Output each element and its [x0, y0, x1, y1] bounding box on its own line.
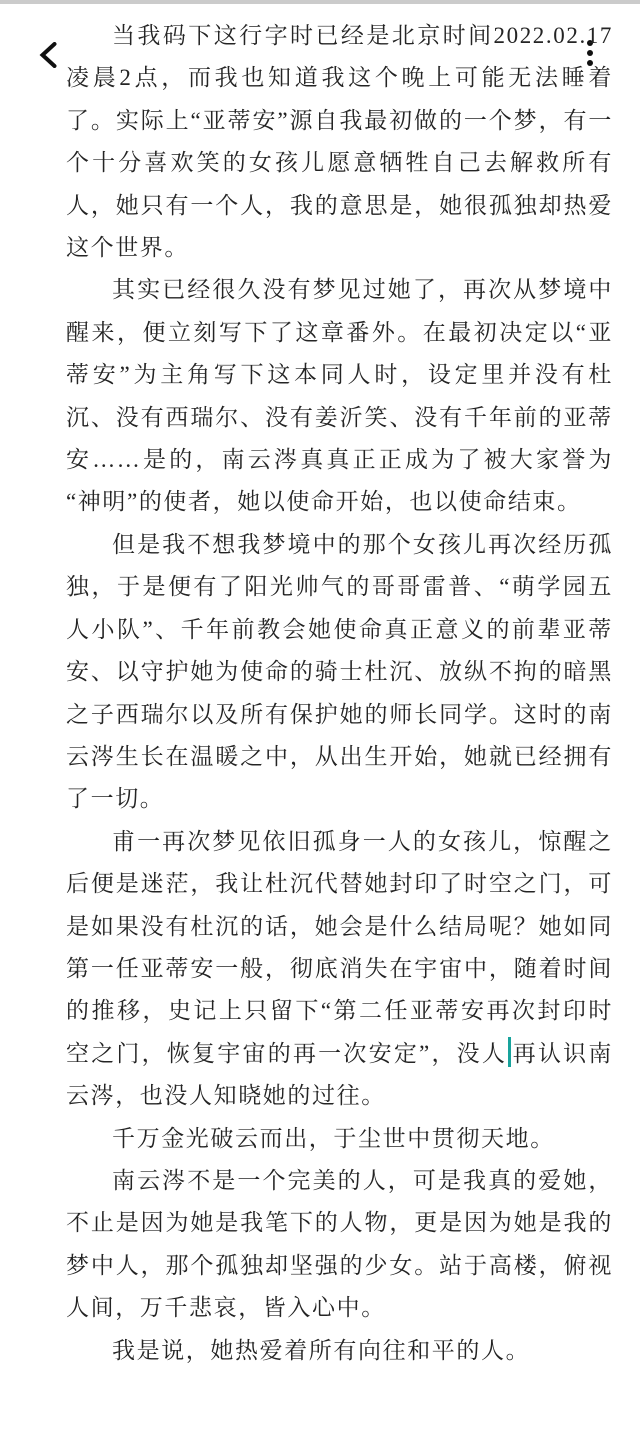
chevron-left-icon [39, 42, 57, 68]
paragraph[interactable]: 千万金光破云而出，于尘世中贯彻天地。 [112, 1125, 555, 1151]
status-strip [0, 0, 640, 4]
paragraph[interactable] [66, 821, 613, 1118]
text-cursor [508, 1037, 511, 1067]
paragraph[interactable]: 其实已经很久没有梦见过她了，再次从梦境中醒来，便立刻写下了这章番外。在最初决定以“亚蒂安”为主角写下这本同人时，设定里并没有杜沉、没有西瑞尔、没有姜沂笑、没有千年前的亚蒂安……是的，南云涔真真正正成为了被大家誉为“神明”的使者，她以使命开始，也以使命结束。 [66, 277, 613, 515]
paragraph-text: 再认识南云涔，也没人知晓她的过往。 [66, 1040, 613, 1109]
chapter-text-area[interactable] [66, 15, 613, 1442]
paragraph[interactable]: 但是我不想我梦境中的那个女孩儿再次经历孤独，于是便有了阳光帅气的哥哥雷普、“萌学园五人小队”、千年前教会她使命真正意义的前辈亚蒂安、以守护她为使命的骑士杜沉、放纵不拘的暗黑之子西瑞尔以及所有保护她的师长同学。这时的南云涔生长在温暖之中，从出生开始，她就已经拥有了一切。 [66, 531, 613, 812]
paragraph[interactable]: 南云涔不是一个完美的人，可是我真的爱她，不止是因为她是我笔下的人物，更是因为她是我的梦中人，那个孤独却坚强的少女。站于高楼，俯视人间，万千悲哀，皆入心中。 [66, 1167, 613, 1321]
back-button[interactable] [28, 33, 68, 77]
paragraph-text: 甫一再次梦见依旧孤身一人的女孩儿，惊醒之后便是迷茫，我让杜沉代替她封印了时空之门，可是如果没有杜沉的话，她会是什么结局呢？她如同第一任亚蒂安一般，彻底消失在宇宙中，随着时间的推移，史记上只留下“第二任亚蒂安再次封印时空之门，恢复宇宙的再一次安定”，没人 [66, 828, 613, 1066]
paragraph[interactable]: 我是说，她热爱着所有向往和平的人。 [112, 1337, 531, 1363]
paragraph[interactable]: 当我码下这行字时已经是北京时间2022.02.17凌晨2点，而我也知道我这个晚上可能无法睡着了。实际上“亚蒂安”源自我最初做的一个梦，有一个十分喜欢笑的女孩儿愿意牺牲自己去解救所有人，她只有一个人，我的意思是，她很孤独却热爱这个世界。 [66, 23, 613, 261]
